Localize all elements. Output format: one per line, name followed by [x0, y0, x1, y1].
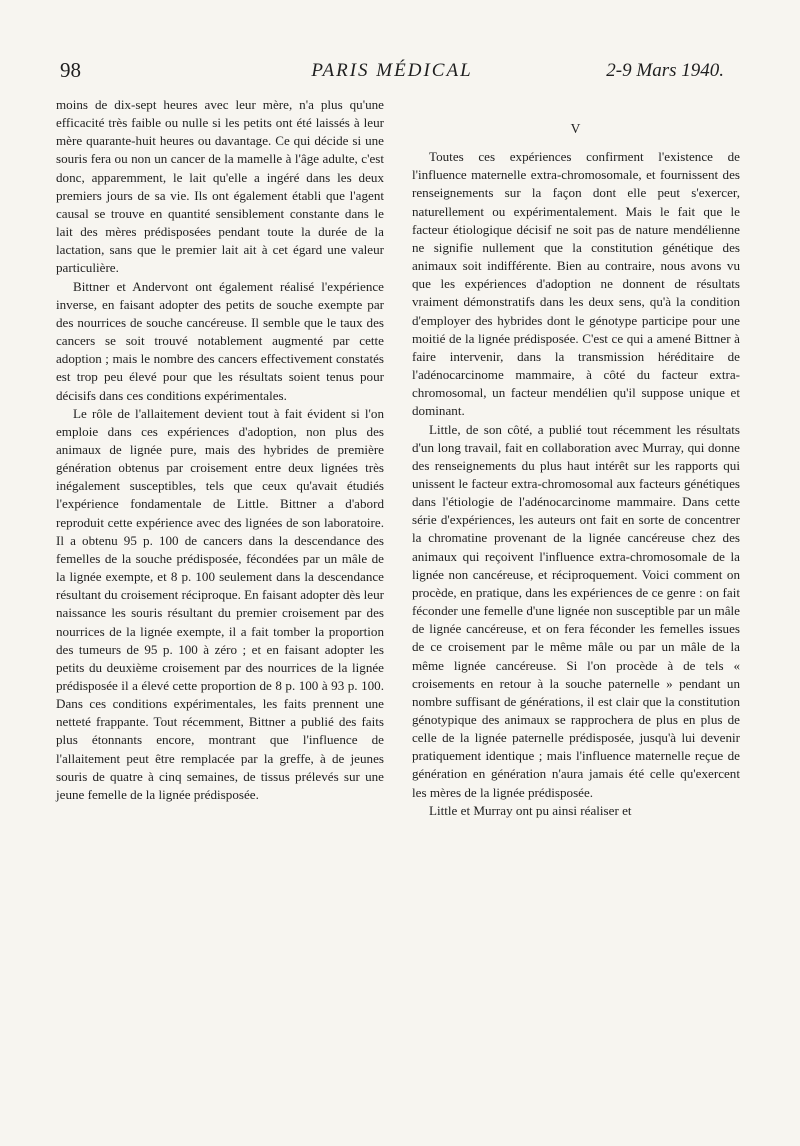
right-column	[412, 112, 740, 820]
paragraph: Toutes ces expériences confirment l'existence de l'influence maternelle extra-chromosomale, et fournissent des renseignements sur la façon dont elle peut s'exercer, naturellement ou expérimentalement. Mais le fait que le facteur étiologique décisif ne soit pas de nature mendélienne ne signifie nullement que la constitution génétique des animaux soit indifférente. Bien au contraire, nous avons vu que les expériences d'adoption ne donnent de résultats vraiment démonstratifs dans les deux sens, qu'à la condition d'employer des hybrides dont le génotype participe pour une moitié de la lignée prédisposée. C'est ce qui a amené Bittner à faire intervenir, dans la transmission héréditaire de l'adénocarcinome mammaire, à côté du facteur extra-chromosomal, un facteur mendélien qu'il suppose unique et dominant.	[412, 149, 740, 419]
left-column	[56, 96, 384, 804]
issue-date: 2-9 Mars 1940.	[606, 60, 724, 81]
paragraph: Little et Murray ont pu ainsi réaliser et	[429, 802, 632, 818]
page-number: 98	[60, 58, 81, 82]
paragraph: Bittner et Andervont ont également réalisé l'expérience inverse, en faisant adopter des petits de souche exempte par des nourrices de souche cancéreuse. Il semble que le taux des cancers se soit trouvé notablement augmenté par cette adoption ; mais le nombre des cancers effectivement constatés est trop peu élevé pour que les résultats soient tenus pour décisifs dans ces conditions expérimentales.	[56, 278, 384, 403]
section-heading: V	[570, 121, 582, 136]
journal-title: PARIS MÉDICAL	[311, 60, 473, 81]
paragraph: Le rôle de l'allaitement devient tout à fait évident si l'on emploie dans ces expériences d'adoption, non plus des animaux de lignée pure, mais des hybrides de première génération obtenus par croisement entre deux lignées très inégalement susceptibles, tels que ceux qu'avait étudiés l'expérience fondamentale de Little. Bittner a d'abord reproduit cette expérience avec des lignées de son laboratoire. Il a obtenu 95 p. 100 de cancers dans la descendance des femelles de la souche prédisposée, fécondées par un mâle de la lignée exempte, et 8 p. 100 seulement dans la descendance résultant du croisement réciproque. En faisant adopter dès leur naissance les souris résultant du premier croisement par des nourrices de la lignée exempte, il a fait tomber la proportion des tumeurs de 95 p. 100 à zéro ; et en faisant adopter les petits du deuxième croisement par des nourrices de la lignée prédisposée il a élevé cette proportion de 8 p. 100 à 93 p. 100. Dans ces conditions expérimentales, les faits prennent une netteté frappante. Tout récemment, Bittner a publié des faits plus étonnants encore, montrant que l'influence de l'allaitement peut être remplacée par la greffe, à de jeunes souris de quatre à cinq semaines, de tissus prélevés sur une jeune femelle de la lignée prédisposée.	[56, 405, 384, 802]
paragraph: moins de dix-sept heures avec leur mère, n'a plus qu'une efficacité très faible ou nulle si les petits ont été laissés à leur mère quarante-huit heures ou davantage. Ce qui décide si une souris fera ou non un cancer de la mamelle à l'âge adulte, c'est donc, apparemment, le lait qu'elle a ingéré dans les deux premiers jours de sa vie. Ils ont également établi que l'agent causal se trouve en quantité sensiblement constante dans le lait des mères prédisposées pendant toute la durée de la lactation, sans que le premier lait ait à cet égard une valeur particulière.	[56, 97, 384, 276]
paragraph: Little, de son côté, a publié tout récemment les résultats d'un long travail, fait en collaboration avec Murray, qui donne des renseignements du plus haut intérêt sur les rapports qui unissent le facteur extra-chromosomal aux facteurs génétiques dans l'étiologie de l'adénocarcinome mammaire. Dans cette série d'expériences, les auteurs ont fait en sorte de concentrer la chromatine provenant de la lignée cancéreuse chez des animaux qui reçoivent l'influence extra-chromosomale de la lignée non cancéreuse, et réciproquement. Voici comment on procède, en pratique, dans les expériences de ce genre : on fait féconder une femelle d'une lignée non susceptible par un mâle de lignée cancéreuse, et on fera féconder les femelles issues de ce croisement par le même mâle ou par un mâle de la même lignée cancéreuse. Si l'on procède à de tels « croisements en retour à la souche paternelle » pendant un nombre suffisant de générations, il est clair que la constitution génotypique des animaux se rapprochera de plus en plus de celle de la lignée paternelle prédisposée, jusqu'à lui devenir pratiquement identique ; mais l'influence maternelle reçue de génération en génération n'aura jamais été celle qu'exercent les mères de la lignée prédisposée.	[412, 421, 740, 800]
page-header	[60, 58, 724, 88]
